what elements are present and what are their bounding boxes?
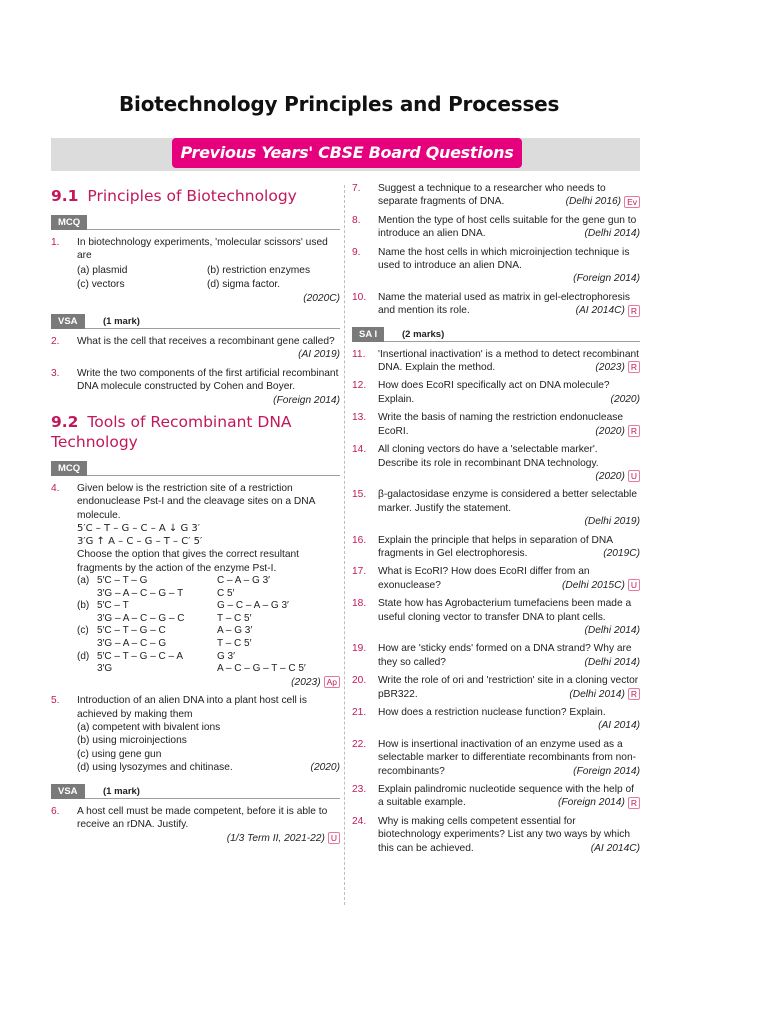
fragment: 5′C – T – G xyxy=(97,575,148,587)
fragment: C 5′ xyxy=(217,587,235,599)
question-text: Explain palindromic nucleotide sequence with the help of a suitable example. xyxy=(378,784,634,809)
question-number: 4. xyxy=(51,483,60,495)
question-8 xyxy=(352,214,640,241)
question-text: Write the role of ori and 'restriction' site in a cloning vector pBR322. xyxy=(378,675,639,700)
question-text: All cloning vectors do have a 'selectable marker'. Describe its role in recombinant DNA technology. xyxy=(378,444,599,469)
citation-text: (2020) xyxy=(595,425,625,437)
difficulty-badge: R xyxy=(628,361,640,373)
question-text: β-galactosidase enzyme is considered a better selectable marker. Justify the statement. xyxy=(378,489,637,514)
question-type-row xyxy=(51,781,340,799)
question-number: 12. xyxy=(352,380,367,392)
question-20 xyxy=(352,674,640,701)
question-text: Mention the type of host cells suitable for the gene gun to introduce an alien DNA. xyxy=(378,214,637,240)
citation xyxy=(378,470,640,483)
difficulty-badge: R xyxy=(628,305,640,317)
fragment: 3′G xyxy=(97,663,113,675)
question-17 xyxy=(352,565,640,592)
question-number: 22. xyxy=(352,738,367,750)
question-5 xyxy=(51,694,340,774)
option: (b) restriction enzymes xyxy=(207,264,311,276)
citation: (Delhi 2014) xyxy=(584,656,640,668)
question-number: 17. xyxy=(352,566,367,578)
question-number: 14. xyxy=(352,444,367,456)
citation xyxy=(576,304,640,317)
question-13 xyxy=(352,411,640,438)
column-divider xyxy=(344,185,345,905)
question-number: 16. xyxy=(352,534,367,546)
question-text: Why is making cells competent essential for biotechnology experiments? List any two ways by which this can be achieved. xyxy=(378,815,630,854)
citation-text: (Delhi 2014) xyxy=(569,688,625,700)
left-column xyxy=(51,182,340,850)
vsa-tag: VSA xyxy=(51,314,85,329)
question-text: Given below is the restriction site of a restriction endonuclease Pst-I and the cleavage sites on a DNA molecule. xyxy=(77,483,315,521)
citation: (Delhi 2019) xyxy=(584,516,640,528)
question-number: 8. xyxy=(352,214,361,226)
option: (a) plasmid xyxy=(77,264,128,276)
sequence-line: 3′G ↑ A – C – G – T – C′ 5′ xyxy=(77,536,203,548)
citation: (Delhi 2014) xyxy=(584,228,640,240)
citation: (Foreign 2014) xyxy=(573,273,640,285)
section-title: Tools of Recombinant DNA Technology xyxy=(51,413,292,452)
question-number: 2. xyxy=(51,336,60,348)
question-text: A host cell must be made competent, before it is able to receive an rDNA. Justify. xyxy=(77,805,328,831)
page-title: Biotechnology Principles and Processes xyxy=(119,92,560,116)
citation: (2020) xyxy=(310,762,340,774)
question-number: 19. xyxy=(352,643,367,655)
question-text: Name the host cells in which microinjection technique is used to introduce an alien DNA. xyxy=(378,246,630,272)
option-label: (c) xyxy=(77,625,89,637)
fragment: 3′G – A – C – G xyxy=(97,638,167,650)
question-text: Write the basis of naming the restriction endonuclease EcoRI. xyxy=(378,412,624,437)
question-text: What is the cell that receives a recombinant gene called? xyxy=(77,336,335,348)
fragment: 3′G – A – C – G – C xyxy=(97,612,185,624)
question-text: Explain the principle that helps in separation of DNA fragments in Gel electrophoresis. xyxy=(378,534,613,559)
question-16 xyxy=(352,534,640,561)
citation: (AI 2019) xyxy=(298,349,340,361)
citation xyxy=(569,688,640,701)
citation: (Foreign 2014) xyxy=(273,394,340,406)
fragment: A – G 3′ xyxy=(217,625,253,637)
question-number: 21. xyxy=(352,707,367,718)
option-label xyxy=(77,613,97,626)
question-type-row xyxy=(51,311,340,329)
marks-note: (1 mark) xyxy=(103,785,140,797)
citation xyxy=(77,676,340,689)
citation: (AI 2014) xyxy=(598,720,640,732)
sequence-line: 5′C – T – G – C – A ↓ G 3′ xyxy=(77,523,201,535)
citation-text: (AI 2014C) xyxy=(575,305,625,317)
question-text: What is EcoRI? How does EcoRI differ from an exonuclease? xyxy=(378,566,590,591)
question-22 xyxy=(352,738,640,778)
question-11 xyxy=(352,348,640,375)
question-number: 18. xyxy=(352,598,367,610)
section-title: Principles of Biotechnology xyxy=(87,187,297,205)
citation: (2019C) xyxy=(603,547,640,559)
option xyxy=(77,761,340,774)
difficulty-badge: R xyxy=(628,688,640,700)
fragment: 5′C – T xyxy=(97,600,129,612)
question-text: In biotechnology experiments, 'molecular scissors' used are xyxy=(77,237,328,262)
question-23 xyxy=(352,783,640,810)
question-2 xyxy=(51,335,340,362)
section-number: 9.2 xyxy=(51,413,79,432)
option-label xyxy=(77,588,97,601)
difficulty-badge: Ap xyxy=(324,676,340,688)
vsa-tag: VSA xyxy=(51,784,85,799)
citation xyxy=(566,195,640,208)
difficulty-badge: U xyxy=(628,470,640,482)
question-type-row xyxy=(51,212,340,230)
question-21 xyxy=(352,706,640,733)
question-number: 6. xyxy=(51,805,60,817)
fragment: G 3′ xyxy=(217,650,235,662)
question-text: How is insertional inactivation of an enzyme used as a selectable marker to differentiate recombinants from non-recombinants? xyxy=(378,738,637,777)
fragment: G – C – A – G 3′ xyxy=(217,600,289,612)
question-text: How does a restriction nuclease function? Explain. xyxy=(378,707,606,718)
citation: (AI 2014C) xyxy=(590,842,640,854)
marks-note: (1 mark) xyxy=(103,316,140,328)
question-number: 7. xyxy=(352,183,361,194)
citation-text: (Foreign 2014) xyxy=(558,797,625,809)
question-text: Introduction of an alien DNA into a plant host cell is achieved by making them xyxy=(77,695,307,720)
citation xyxy=(595,361,640,374)
question-4 xyxy=(51,482,340,689)
option-label: (d) xyxy=(77,650,90,662)
citation-text: (1/3 Term II, 2021-22) xyxy=(226,832,325,844)
option: (a) competent with bivalent ions xyxy=(77,722,221,734)
citation-text: (2020) xyxy=(595,470,625,482)
question-14 xyxy=(352,443,640,483)
difficulty-badge: R xyxy=(628,425,640,437)
difficulty-badge: Ev xyxy=(624,196,640,208)
citation xyxy=(77,832,340,845)
question-19 xyxy=(352,642,640,669)
fragment: C – A – G 3′ xyxy=(217,575,271,587)
question-9 xyxy=(352,246,640,286)
fragment: 3′G – A – C – G – T xyxy=(97,587,184,599)
question-6 xyxy=(51,805,340,845)
citation xyxy=(562,579,640,592)
question-3 xyxy=(51,367,340,407)
banner: Previous Years' CBSE Board Questions xyxy=(172,138,522,168)
citation-text: (Delhi 2015C) xyxy=(562,579,625,591)
fragment: A – C – G – T – C 5′ xyxy=(217,663,306,675)
section-heading xyxy=(51,412,340,452)
question-12 xyxy=(352,379,640,406)
option: (c) using gene gun xyxy=(77,748,162,760)
section-number: 9.1 xyxy=(51,187,79,205)
question-number: 13. xyxy=(352,412,367,424)
question-type-row xyxy=(352,324,640,342)
citation: (Foreign 2014) xyxy=(573,765,640,777)
option-label: (b) xyxy=(77,600,90,612)
question-10 xyxy=(352,291,640,318)
options xyxy=(77,721,340,775)
question-text: Suggest a technique to a researcher who needs to separate fragments of DNA. xyxy=(378,183,606,208)
question-type-row xyxy=(51,458,340,476)
fragment: T – C 5′ xyxy=(217,612,252,624)
question-text: Name the material used as matrix in gel-electrophoresis and mention its role. xyxy=(378,291,630,317)
citation-text: (Delhi 2016) xyxy=(565,196,622,208)
question-number: 24. xyxy=(352,815,367,827)
citation xyxy=(558,796,640,809)
mcq-tag: MCQ xyxy=(51,215,87,230)
question-number: 23. xyxy=(352,784,367,796)
citation: (2020) xyxy=(610,393,640,405)
section-heading xyxy=(51,186,340,206)
citation-text: (2023) xyxy=(595,362,625,374)
option-label xyxy=(77,638,97,651)
question-18 xyxy=(352,597,640,637)
question-text: State how has Agrobacterium tumefaciens been made a useful cloning vector to transfer DNA to plant cells. xyxy=(378,598,632,623)
question-number: 3. xyxy=(51,367,60,379)
question-text: How are 'sticky ends' formed on a DNA strand? Why are they so called? xyxy=(378,643,632,668)
option-label: (a) xyxy=(77,575,90,587)
question-24 xyxy=(352,815,640,855)
fragment: T – C 5′ xyxy=(217,638,252,650)
option: (c) vectors xyxy=(77,279,125,291)
question-number: 5. xyxy=(51,695,60,707)
question-number: 10. xyxy=(352,291,367,303)
answer-options xyxy=(77,575,340,676)
citation: (2020C) xyxy=(303,292,340,304)
mcq-tag: MCQ xyxy=(51,461,87,476)
marks-note: (2 marks) xyxy=(402,328,445,340)
question-text: Write the two components of the first artificial recombinant DNA molecule constructed by Cohen and Boyer. xyxy=(77,367,339,393)
question-text: Choose the option that gives the correct resultant fragments by the action of the enzyme Pst-I. xyxy=(77,549,299,574)
question-text: 'Insertional inactivation' is a method to detect recombinant DNA. Explain the method. xyxy=(378,348,639,374)
question-7 xyxy=(352,182,640,209)
difficulty-badge: U xyxy=(328,832,340,844)
question-number: 1. xyxy=(51,237,60,248)
right-column xyxy=(352,182,640,860)
citation-text: (2023) xyxy=(291,676,321,688)
option: (d) sigma factor. xyxy=(207,279,281,291)
difficulty-badge: U xyxy=(628,579,640,591)
citation: (Delhi 2014) xyxy=(584,624,640,636)
question-number: 11. xyxy=(352,348,366,360)
options xyxy=(77,264,340,292)
option-text: (d) using lysozymes and chitinase. xyxy=(77,762,233,774)
fragment: 5′C – T – G – C – A xyxy=(97,650,183,662)
fragment: 5′C – T – G – C xyxy=(97,625,166,637)
option-label xyxy=(77,663,97,676)
difficulty-badge: R xyxy=(628,797,640,809)
citation xyxy=(595,425,640,438)
question-1 xyxy=(51,236,340,305)
question-number: 9. xyxy=(352,246,361,258)
question-15 xyxy=(352,488,640,528)
question-number: 15. xyxy=(352,489,367,501)
sa-tag: SA I xyxy=(352,327,384,342)
question-number: 20. xyxy=(352,675,367,687)
question-text: How does EcoRI specifically act on DNA molecule? Explain. xyxy=(378,380,610,405)
option: (b) using microinjections xyxy=(77,735,187,747)
